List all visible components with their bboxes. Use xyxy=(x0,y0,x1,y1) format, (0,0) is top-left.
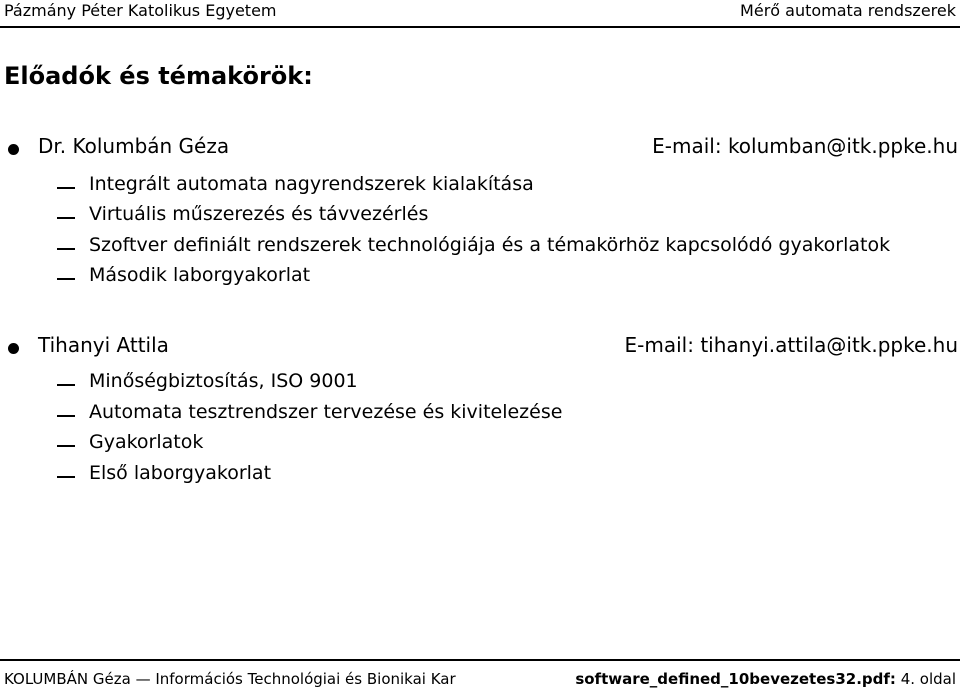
topic-item xyxy=(0,233,960,263)
topic-text: Virtuális műszerezés és távvezérlés xyxy=(89,203,429,225)
lecturer-name: Tihanyi Attila xyxy=(38,333,169,357)
footer-divider xyxy=(0,659,960,661)
topic-item xyxy=(0,369,960,399)
slide-header xyxy=(0,0,960,26)
footer-page-info xyxy=(575,670,956,688)
dash-icon xyxy=(57,415,75,417)
topic-text: Integrált automata nagyrendszerek kialakítása xyxy=(89,173,534,195)
topic-item xyxy=(0,430,960,460)
lecturer-email: E-mail: tihanyi.attila@itk.ppke.hu xyxy=(624,333,958,357)
topic-text: Szoftver definiált rendszerek technológiája és a témakörhöz kapcsolódó gyakorlatok xyxy=(89,234,891,256)
topic-text: Gyakorlatok xyxy=(89,431,204,453)
slide-title: Előadók és témakörök: xyxy=(4,62,313,90)
course-name: Mérő automata rendszerek xyxy=(740,1,956,20)
dash-icon xyxy=(57,445,75,447)
topic-text: Minőségbiztosítás, ISO 9001 xyxy=(89,370,358,392)
bullet-icon xyxy=(8,144,19,155)
footer-page-number: 4. oldal xyxy=(900,670,956,688)
footer-author: KOLUMBÁN Géza — Információs Technológiai és Bionikai Kar xyxy=(4,670,456,688)
university-name: Pázmány Péter Katolikus Egyetem xyxy=(4,1,277,20)
topic-text: Második laborgyakorlat xyxy=(89,264,311,286)
footer-filename: software_defined_10bevezetes32.pdf: xyxy=(575,670,896,688)
topic-item xyxy=(0,172,960,202)
topic-text: Automata tesztrendszer tervezése és kivitelezése xyxy=(89,401,563,423)
lecturer-email: E-mail: kolumban@itk.ppke.hu xyxy=(652,134,958,158)
topic-item xyxy=(0,400,960,430)
topic-item xyxy=(0,461,960,491)
header-divider xyxy=(0,26,960,28)
topic-text: Első laborgyakorlat xyxy=(89,462,272,484)
dash-icon xyxy=(57,217,75,219)
dash-icon xyxy=(57,476,75,478)
dash-icon xyxy=(57,278,75,280)
dash-icon xyxy=(57,248,75,250)
dash-icon xyxy=(57,187,75,189)
topic-item xyxy=(0,202,960,232)
topic-item xyxy=(0,263,960,293)
bullet-icon xyxy=(8,343,19,354)
dash-icon xyxy=(57,384,75,386)
lecturer-name: Dr. Kolumbán Géza xyxy=(38,134,230,158)
